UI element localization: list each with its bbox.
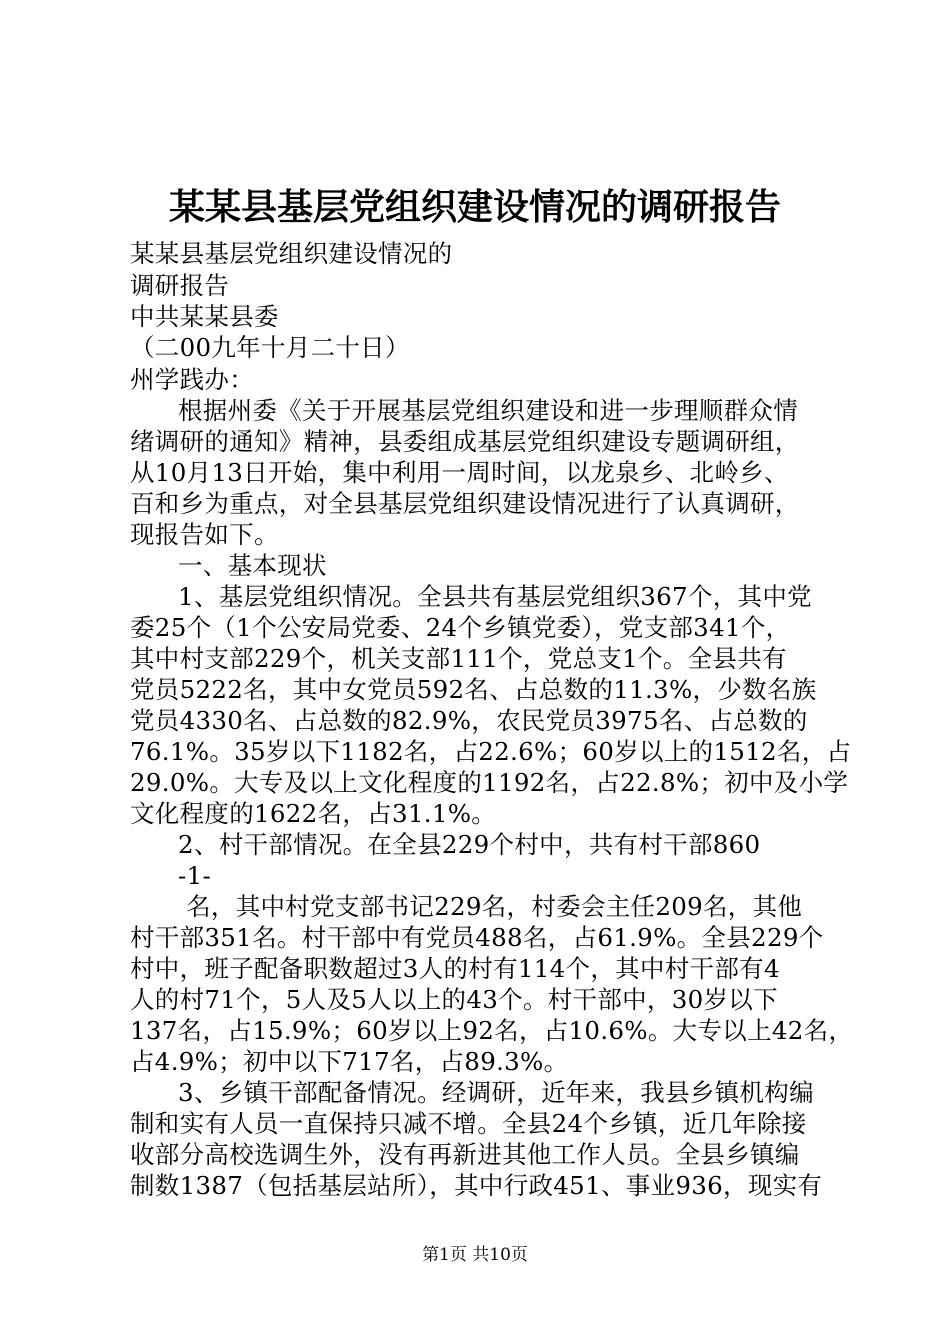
subtitle-line-2: 调研报告	[130, 271, 230, 300]
body-line: 收部分高校选调生外，没有再新进其他工作人员。全县乡镇编	[130, 1140, 800, 1169]
body-line: 村中，班子配备职数超过3人的村有114个，其中村干部有4	[130, 954, 780, 983]
body-line: 29.0%。大专及以上文化程度的1192名，占22.8%；初中及小学	[130, 768, 849, 797]
body-line: 其中村支部229个，机关支部111个，党总支1个。全县共有	[130, 644, 787, 673]
body-line: 党员5222名，其中女党员592名、占总数的11.3%，少数名族	[130, 675, 817, 704]
body-line: 占4.9%；初中以下717名，占89.3%。	[130, 1047, 569, 1076]
document-title: 某某县基层党组织建设情况的调研报告	[168, 187, 781, 228]
body-line: 党员4330名、占总数的82.9%，农民党员3975名、占总数的	[130, 706, 808, 735]
body-line: 3、乡镇干部配备情况。经调研，近年来，我县乡镇机构编	[178, 1078, 814, 1107]
body-line: 百和乡为重点，对全县基层党组织建设情况进行了认真调研，	[130, 489, 800, 518]
body-line: 根据州委《关于开展基层党组织建设和进一步理顺群众情	[178, 396, 798, 425]
body-line: 制和实有人员一直保持只减不增。全县24个乡镇，近几年除接	[130, 1109, 807, 1138]
body-line: 76.1%。35岁以下1182名，占22.6%；60岁以上的1512名，占	[130, 737, 852, 766]
body-line: 委25个（1个公安局党委、24个乡镇党委），党支部341个，	[130, 613, 791, 642]
body-line: 制数1387（包括基层站所），其中行政451、事业936，现实有	[130, 1171, 823, 1200]
body-line: 名，其中村党支部书记229名，村委会主任209名，其他	[178, 892, 803, 921]
body-line: 1、基层党组织情况。全县共有基层党组织367个，其中党	[178, 582, 812, 611]
body-line: 文化程度的1622名，占31.1%。	[130, 799, 497, 828]
section-heading: 一、基本现状	[178, 551, 327, 580]
body-line: 137名，占15.9%；60岁以上92名，占10.6%。大专以上42名，	[130, 1016, 854, 1045]
date-line: （二00九年十月二十日）	[130, 333, 410, 362]
inline-page-number: -1-	[178, 861, 212, 890]
body-line: 从10月13日开始，集中利用一周时间，以龙泉乡、北岭乡、	[130, 458, 789, 487]
body-line: 现报告如下。	[130, 520, 279, 549]
body-line: 人的村71个，5人及5人以上的43个。村干部中，30岁以下	[130, 985, 778, 1014]
subtitle-line-1: 某某县基层党组织建设情况的	[130, 239, 453, 268]
body-line: 村干部351名。村干部中有党员488名，占61.9%。全县229个	[130, 923, 824, 952]
recipient-line: 州学践办：	[130, 365, 254, 394]
issuer-line: 中共某某县委	[130, 302, 279, 331]
page-footer: 第1页 共10页	[422, 1245, 528, 1265]
body-line: 绪调研的通知》精神，县委组成基层党组织建设专题调研组，	[130, 427, 800, 456]
body-line: 2、村干部情况。在全县229个村中，共有村干部860	[178, 830, 761, 859]
